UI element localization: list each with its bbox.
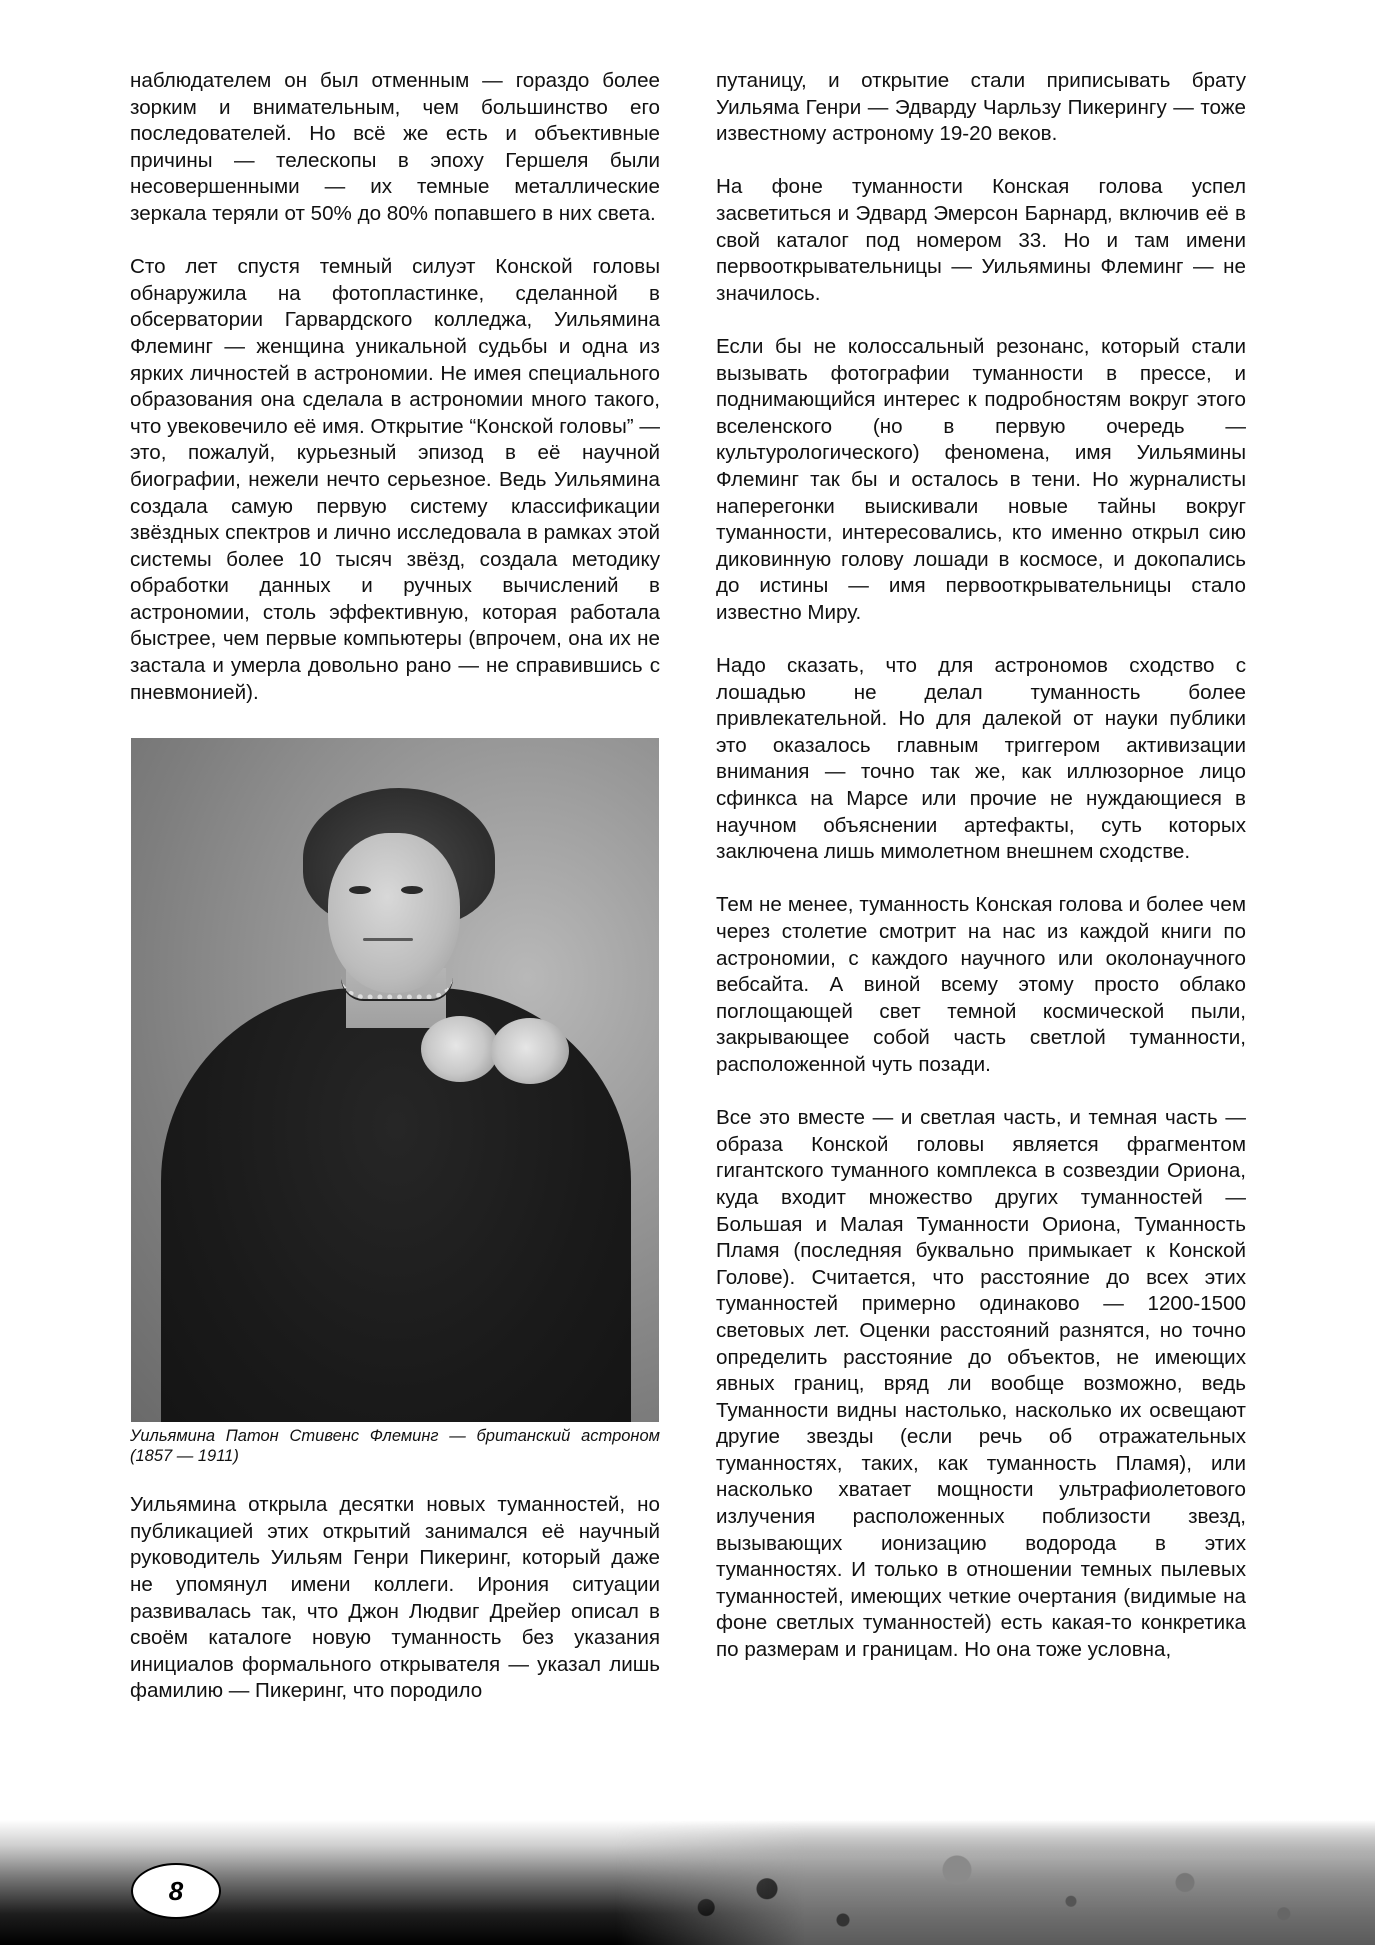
paragraph: Уильямина открыла десятки новых туманностей, но публикацией этих открытий занимался её научный руководитель Уильям Генри Пикеринг, который даже не упомянул имени коллеги. Ирония ситуации развивалась так, что Джон Людвиг Дрейер описал в своём каталоге новую туманность без указания инициалов формального открывателя — указал лишь фамилию — Пикеринг, что породило: [130, 1493, 660, 1703]
page-number: 8: [131, 1863, 221, 1919]
right-column: [716, 68, 1246, 1664]
paragraph: Тем не менее, туманность Конская голова и более чем через столетие смотрит на нас из каждой книги по астрономии, с каждого научного или околонаучного вебсайта. А виной всему этому просто облако поглощающей свет темной космической пыли, закрывающее собой часть светлой туманности, расположенной чуть позади.: [716, 893, 1246, 1076]
necklace-shape: [341, 976, 453, 999]
paragraph: Надо сказать, что для астрономов сходство с лошадью не делал туманность более привлекательной. Но для далекой от науки публики это оказалось главным триггером активизации внимания — точно так же, как иллюзорное лицо сфинкса на Марсе или прочие не нуждающиеся в научном объяснении артефакты, суть которых заключена лишь мимолетном внешнем сходстве.: [716, 654, 1246, 864]
paragraph: наблюдателем он был отменным — гораздо более зорким и внимательным, чем большинство его последователей. Но всё же есть и объективные причины — телескопы в эпоху Гершеля были несовершенными — их темные металлические зеркала теряли от 50% до 80% попавшего в них света.: [130, 69, 660, 225]
flower-shape: [491, 1018, 569, 1084]
portrait-figure: [130, 738, 660, 1466]
flower-shape: [421, 1016, 499, 1082]
moon-surface-image: [615, 1820, 1375, 1945]
paragraph: На фоне туманности Конская голова успел засветиться и Эдвард Эмерсон Барнард, включив её в свой каталог под номером 33. Но и там имени первооткрывательницы — Уильямины Флеминг — не значилось.: [716, 175, 1246, 305]
figure-caption: Уильямина Патон Стивенс Флеминг — британский астроном (1857 — 1911): [130, 1427, 660, 1466]
left-column: [130, 68, 660, 1705]
paragraph: путаницу, и открытие стали приписывать брату Уильяма Генри — Эдварду Чарльзу Пикерингу — тоже известному астроному 19-20 веков.: [716, 69, 1246, 146]
portrait-photo: [131, 738, 659, 1422]
mouth-shape: [363, 938, 413, 941]
paragraph: Сто лет спустя темный силуэт Конской головы обнаружила на фотопластинке, сделанной в обсерватории Гарвардского колледжа, Уильямина Флеминг — женщина уникальной судьбы и одна из ярких личностей в астрономии. Не имея специального образования она сделала в астрономии много такого, что увековечило её имя. Открытие “Конской головы” — это, пожалуй, курьезный эпизод в её научной биографии, нежели нечто серьезное. Ведь Уильямина создала самую первую систему классификации звёздных спектров и лично исследовала в рамках этой системы более 10 тысяч звёзд, создала методику обработки данных и ручных вычислений в астрономии, столь эффективную, которая работала быстрее, чем первые компьютеры (впрочем, она их не застала и умерла довольно рано — не справившись с пневмонией).: [130, 255, 660, 704]
face-shape: [328, 833, 460, 993]
paragraph: Если бы не колоссальный резонанс, который стали вызывать фотографии туманности в прессе, и поднимающийся интерес к подробностям вокруг этого вселенского (но в первую очередь — культурологического) феномена, имя Уильямины Флеминг так бы и осталось в тени. Но журналисты наперегонки выискивали новые тайны вокруг туманности, интересовались, кто именно открыл сию диковинную голову лошади в космосе, и докопались до истины — имя первооткрывательницы стало известно Миру.: [716, 334, 1246, 624]
paragraph: Все это вместе — и светлая часть, и темная часть — образа Конской головы является фрагментом гигантского туманного комплекса в созвездии Ориона, куда входит множество других туманностей — Большая и Малая Туманности Ориона, Туманность Пламя (последняя буквально примыкает к Конской Голове). Считается, что расстояние до всех этих туманностей примерно одинаково — 1200-1500 световых лет. Оценки расстояний разнятся, но точно определить расстояние до объектов, не имеющих явных границ, вряд ли вообще возможно, ведь Туманности видны настолько, насколько их освещают другие звезды (если речь об отражательных туманностях, таких, как туманность Пламя), или насколько хватает мощности ультрафиолетового излучения расположенных поблизости звезд, вызывающих ионизацию водорода в этих туманностях. И только в отношении темных пылевых туманностей, имеющих четкие очертания (видимые на фоне светлых туманностей) есть какая-то конкретика по размерам и границам. Но она тоже условна,: [716, 1106, 1246, 1662]
